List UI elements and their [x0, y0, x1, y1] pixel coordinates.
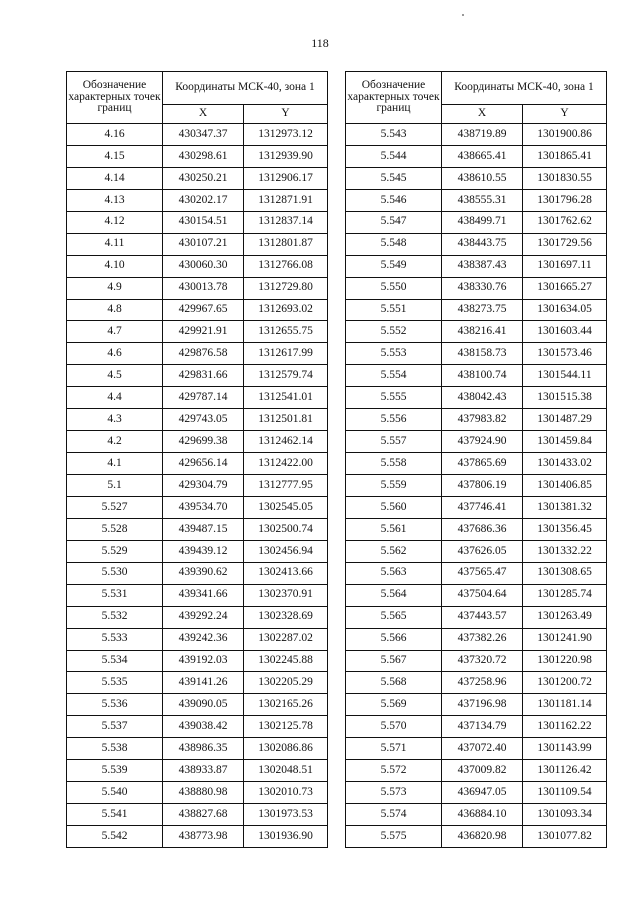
y-coordinate-cell: 1302456.94: [244, 540, 328, 562]
y-coordinate-cell: 1302328.69: [244, 606, 328, 628]
y-coordinate-cell: 1312939.90: [244, 145, 328, 167]
x-coordinate-cell: 437009.82: [442, 760, 523, 782]
x-coordinate-cell: 436884.10: [442, 804, 523, 826]
y-coordinate-cell: 1301332.22: [523, 540, 607, 562]
table-row: [346, 475, 607, 497]
table-row: [67, 167, 328, 189]
point-id-cell: 5.529: [67, 540, 163, 562]
y-coordinate-cell: 1312766.08: [244, 255, 328, 277]
point-id-cell: 4.15: [67, 145, 163, 167]
table-row: [67, 738, 328, 760]
x-coordinate-cell: 429967.65: [163, 299, 244, 321]
table-row: [67, 584, 328, 606]
page-number: 118: [311, 36, 329, 50]
point-id-cell: 5.543: [346, 124, 442, 146]
table-row: [67, 189, 328, 211]
table-row: [346, 277, 607, 299]
y-coordinate-cell: 1301865.41: [523, 145, 607, 167]
table-row: [67, 716, 328, 738]
x-coordinate-cell: 429699.38: [163, 431, 244, 453]
x-coordinate-cell: 438880.98: [163, 782, 244, 804]
point-id-cell: 4.14: [67, 167, 163, 189]
point-id-cell: 5.549: [346, 255, 442, 277]
x-coordinate-cell: 438387.43: [442, 255, 523, 277]
header-y: Y: [244, 105, 328, 124]
y-coordinate-cell: 1301603.44: [523, 321, 607, 343]
point-id-cell: 4.2: [67, 431, 163, 453]
x-coordinate-cell: 439242.36: [163, 628, 244, 650]
x-coordinate-cell: 439439.12: [163, 540, 244, 562]
point-id-cell: 4.8: [67, 299, 163, 321]
table-row: [346, 409, 607, 431]
point-id-cell: 4.7: [67, 321, 163, 343]
coordinates-table-left: [66, 71, 328, 848]
table-body-right: [346, 124, 607, 848]
x-coordinate-cell: 438555.31: [442, 189, 523, 211]
point-id-cell: 5.551: [346, 299, 442, 321]
point-id-cell: 5.564: [346, 584, 442, 606]
table-row: [346, 167, 607, 189]
table-row: [346, 343, 607, 365]
point-id-cell: 5.534: [67, 650, 163, 672]
x-coordinate-cell: 438273.75: [442, 299, 523, 321]
x-coordinate-cell: 438610.55: [442, 167, 523, 189]
point-id-cell: 4.1: [67, 453, 163, 475]
point-id-cell: 5.550: [346, 277, 442, 299]
y-coordinate-cell: 1312906.17: [244, 167, 328, 189]
x-coordinate-cell: 437258.96: [442, 672, 523, 694]
header-point-designation: Обозначение характерных точек границ: [346, 72, 442, 124]
y-coordinate-cell: 1301200.72: [523, 672, 607, 694]
point-id-cell: 4.4: [67, 387, 163, 409]
y-coordinate-cell: 1312655.75: [244, 321, 328, 343]
y-coordinate-cell: 1301162.22: [523, 716, 607, 738]
table-row: [346, 453, 607, 475]
table-row: [67, 826, 328, 848]
y-coordinate-cell: 1312462.14: [244, 431, 328, 453]
y-coordinate-cell: 1301573.46: [523, 343, 607, 365]
table-row: [67, 562, 328, 584]
point-id-cell: 4.11: [67, 233, 163, 255]
x-coordinate-cell: 437504.64: [442, 584, 523, 606]
x-coordinate-cell: 429787.14: [163, 387, 244, 409]
x-coordinate-cell: 430202.17: [163, 189, 244, 211]
point-id-cell: 5.535: [67, 672, 163, 694]
point-id-cell: 4.5: [67, 365, 163, 387]
table-row: [67, 453, 328, 475]
point-id-cell: 5.548: [346, 233, 442, 255]
y-coordinate-cell: 1312973.12: [244, 124, 328, 146]
table-row: [346, 518, 607, 540]
table-row: [67, 650, 328, 672]
point-id-cell: 5.555: [346, 387, 442, 409]
table-row: [346, 255, 607, 277]
x-coordinate-cell: 437983.82: [442, 409, 523, 431]
x-coordinate-cell: 438665.41: [442, 145, 523, 167]
x-coordinate-cell: 437686.36: [442, 518, 523, 540]
x-coordinate-cell: 439292.24: [163, 606, 244, 628]
x-coordinate-cell: 439487.15: [163, 518, 244, 540]
table-row: [67, 343, 328, 365]
table-row: [67, 409, 328, 431]
y-coordinate-cell: 1312801.87: [244, 233, 328, 255]
x-coordinate-cell: 430347.37: [163, 124, 244, 146]
x-coordinate-cell: 430154.51: [163, 211, 244, 233]
point-id-cell: 5.558: [346, 453, 442, 475]
point-id-cell: 5.527: [67, 496, 163, 518]
y-coordinate-cell: 1301900.86: [523, 124, 607, 146]
point-id-cell: 5.566: [346, 628, 442, 650]
point-id-cell: 4.13: [67, 189, 163, 211]
x-coordinate-cell: 437865.69: [442, 453, 523, 475]
x-coordinate-cell: 437072.40: [442, 738, 523, 760]
x-coordinate-cell: 438499.71: [442, 211, 523, 233]
x-coordinate-cell: 429304.79: [163, 475, 244, 497]
point-id-cell: 5.552: [346, 321, 442, 343]
table-row: [346, 321, 607, 343]
point-id-cell: 5.570: [346, 716, 442, 738]
y-coordinate-cell: 1312617.99: [244, 343, 328, 365]
header-point-designation: Обозначение характерных точек границ: [67, 72, 163, 124]
y-coordinate-cell: 1302125.78: [244, 716, 328, 738]
point-id-cell: 5.567: [346, 650, 442, 672]
y-coordinate-cell: 1301077.82: [523, 826, 607, 848]
y-coordinate-cell: 1302413.66: [244, 562, 328, 584]
x-coordinate-cell: 438827.68: [163, 804, 244, 826]
y-coordinate-cell: 1302370.91: [244, 584, 328, 606]
y-coordinate-cell: 1301181.14: [523, 694, 607, 716]
table-row: [67, 694, 328, 716]
x-coordinate-cell: 437382.26: [442, 628, 523, 650]
table-row: [67, 540, 328, 562]
x-coordinate-cell: 429656.14: [163, 453, 244, 475]
point-id-cell: 5.571: [346, 738, 442, 760]
point-id-cell: 5.546: [346, 189, 442, 211]
header-coordinates: Координаты МСК-40, зона 1: [442, 72, 607, 105]
x-coordinate-cell: 437565.47: [442, 562, 523, 584]
table-row: [346, 782, 607, 804]
x-coordinate-cell: 430013.78: [163, 277, 244, 299]
point-id-cell: 5.562: [346, 540, 442, 562]
table-row: [67, 255, 328, 277]
header-x: X: [442, 105, 523, 124]
x-coordinate-cell: 430250.21: [163, 167, 244, 189]
y-coordinate-cell: 1312693.02: [244, 299, 328, 321]
point-id-cell: 4.9: [67, 277, 163, 299]
y-coordinate-cell: 1301220.98: [523, 650, 607, 672]
table-row: [346, 760, 607, 782]
y-coordinate-cell: 1301729.56: [523, 233, 607, 255]
table-row: [67, 365, 328, 387]
table-row: [346, 584, 607, 606]
y-coordinate-cell: 1301544.11: [523, 365, 607, 387]
table-row: [67, 321, 328, 343]
point-id-cell: 5.542: [67, 826, 163, 848]
point-id-cell: 5.573: [346, 782, 442, 804]
x-coordinate-cell: 438100.74: [442, 365, 523, 387]
y-coordinate-cell: 1302086.86: [244, 738, 328, 760]
y-coordinate-cell: 1301634.05: [523, 299, 607, 321]
point-id-cell: 5.537: [67, 716, 163, 738]
x-coordinate-cell: 437196.98: [442, 694, 523, 716]
header-x: X: [163, 105, 244, 124]
point-id-cell: 5.539: [67, 760, 163, 782]
y-coordinate-cell: 1312579.74: [244, 365, 328, 387]
y-coordinate-cell: 1301796.28: [523, 189, 607, 211]
x-coordinate-cell: 429743.05: [163, 409, 244, 431]
point-id-cell: 5.533: [67, 628, 163, 650]
table-body-left: [67, 124, 328, 848]
y-coordinate-cell: 1302245.88: [244, 650, 328, 672]
table-row: [67, 211, 328, 233]
table-row: [67, 431, 328, 453]
point-id-cell: 5.540: [67, 782, 163, 804]
x-coordinate-cell: 430060.30: [163, 255, 244, 277]
y-coordinate-cell: 1301093.34: [523, 804, 607, 826]
y-coordinate-cell: 1302500.74: [244, 518, 328, 540]
y-coordinate-cell: 1312871.91: [244, 189, 328, 211]
table-row: [346, 804, 607, 826]
y-coordinate-cell: 1302010.73: [244, 782, 328, 804]
y-coordinate-cell: 1301143.99: [523, 738, 607, 760]
point-id-cell: 5.561: [346, 518, 442, 540]
point-id-cell: 5.575: [346, 826, 442, 848]
table-row: [346, 694, 607, 716]
table-row: [346, 606, 607, 628]
x-coordinate-cell: 438330.76: [442, 277, 523, 299]
point-id-cell: 4.6: [67, 343, 163, 365]
point-id-cell: 4.12: [67, 211, 163, 233]
table-row: [67, 475, 328, 497]
y-coordinate-cell: 1301356.45: [523, 518, 607, 540]
y-coordinate-cell: 1302287.02: [244, 628, 328, 650]
point-id-cell: 5.557: [346, 431, 442, 453]
x-coordinate-cell: 438042.43: [442, 387, 523, 409]
point-id-cell: 5.532: [67, 606, 163, 628]
x-coordinate-cell: 439341.66: [163, 584, 244, 606]
y-coordinate-cell: 1301665.27: [523, 277, 607, 299]
table-row: [346, 562, 607, 584]
point-id-cell: 5.563: [346, 562, 442, 584]
table-row: [346, 716, 607, 738]
table-row: [67, 277, 328, 299]
x-coordinate-cell: 438773.98: [163, 826, 244, 848]
x-coordinate-cell: 439534.70: [163, 496, 244, 518]
x-coordinate-cell: 437806.19: [442, 475, 523, 497]
x-coordinate-cell: 429921.91: [163, 321, 244, 343]
header-y: Y: [523, 105, 607, 124]
y-coordinate-cell: 1301487.29: [523, 409, 607, 431]
point-id-cell: 4.16: [67, 124, 163, 146]
table-row: [346, 496, 607, 518]
y-coordinate-cell: 1301697.11: [523, 255, 607, 277]
table-row: [346, 672, 607, 694]
y-coordinate-cell: 1312729.80: [244, 277, 328, 299]
point-id-cell: 4.10: [67, 255, 163, 277]
table-row: [346, 145, 607, 167]
x-coordinate-cell: 430298.61: [163, 145, 244, 167]
y-coordinate-cell: 1312541.01: [244, 387, 328, 409]
y-coordinate-cell: 1312777.95: [244, 475, 328, 497]
table-row: [346, 431, 607, 453]
point-id-cell: 5.547: [346, 211, 442, 233]
x-coordinate-cell: 437320.72: [442, 650, 523, 672]
point-id-cell: 5.554: [346, 365, 442, 387]
x-coordinate-cell: 429876.58: [163, 343, 244, 365]
point-id-cell: 5.530: [67, 562, 163, 584]
table-row: [67, 299, 328, 321]
y-coordinate-cell: 1301762.62: [523, 211, 607, 233]
y-coordinate-cell: 1301936.90: [244, 826, 328, 848]
x-coordinate-cell: 437746.41: [442, 496, 523, 518]
table-row: [67, 606, 328, 628]
x-coordinate-cell: 438933.87: [163, 760, 244, 782]
point-id-cell: 5.568: [346, 672, 442, 694]
x-coordinate-cell: 436820.98: [442, 826, 523, 848]
x-coordinate-cell: 437626.05: [442, 540, 523, 562]
table-row: [346, 211, 607, 233]
x-coordinate-cell: 439141.26: [163, 672, 244, 694]
point-id-cell: 5.556: [346, 409, 442, 431]
table-row: [346, 365, 607, 387]
table-row: [67, 804, 328, 826]
x-coordinate-cell: 439192.03: [163, 650, 244, 672]
table-row: [67, 145, 328, 167]
x-coordinate-cell: 437924.90: [442, 431, 523, 453]
table-row: [346, 738, 607, 760]
point-id-cell: 5.538: [67, 738, 163, 760]
y-coordinate-cell: 1301126.42: [523, 760, 607, 782]
point-id-cell: 5.544: [346, 145, 442, 167]
y-coordinate-cell: 1301973.53: [244, 804, 328, 826]
point-id-cell: 5.531: [67, 584, 163, 606]
y-coordinate-cell: 1312422.00: [244, 453, 328, 475]
table-row: [346, 189, 607, 211]
table-row: [67, 672, 328, 694]
coordinates-table-right: [345, 71, 607, 848]
point-id-cell: 5.559: [346, 475, 442, 497]
point-id-cell: 4.3: [67, 409, 163, 431]
table-row: [346, 540, 607, 562]
table-row: [67, 496, 328, 518]
table-row: [67, 387, 328, 409]
point-id-cell: 5.528: [67, 518, 163, 540]
table-row: [67, 628, 328, 650]
y-coordinate-cell: 1301381.32: [523, 496, 607, 518]
header-coordinates: Координаты МСК-40, зона 1: [163, 72, 328, 105]
y-coordinate-cell: 1302545.05: [244, 496, 328, 518]
table-row: [346, 826, 607, 848]
table-row: [67, 124, 328, 146]
table-row: [346, 233, 607, 255]
point-id-cell: 5.560: [346, 496, 442, 518]
x-coordinate-cell: 438986.35: [163, 738, 244, 760]
y-coordinate-cell: 1312501.81: [244, 409, 328, 431]
y-coordinate-cell: 1301830.55: [523, 167, 607, 189]
scan-artifact: [462, 14, 464, 16]
y-coordinate-cell: 1301433.02: [523, 453, 607, 475]
table-row: [346, 650, 607, 672]
y-coordinate-cell: 1302205.29: [244, 672, 328, 694]
point-id-cell: 5.541: [67, 804, 163, 826]
table-row: [346, 628, 607, 650]
table-row: [346, 299, 607, 321]
x-coordinate-cell: 439038.42: [163, 716, 244, 738]
y-coordinate-cell: 1301459.84: [523, 431, 607, 453]
point-id-cell: 5.572: [346, 760, 442, 782]
y-coordinate-cell: 1301406.85: [523, 475, 607, 497]
table-row: [346, 124, 607, 146]
y-coordinate-cell: 1301515.38: [523, 387, 607, 409]
table-row: [67, 518, 328, 540]
table-row: [67, 782, 328, 804]
x-coordinate-cell: 437443.57: [442, 606, 523, 628]
y-coordinate-cell: 1302048.51: [244, 760, 328, 782]
y-coordinate-cell: 1301241.90: [523, 628, 607, 650]
table-row: [67, 233, 328, 255]
point-id-cell: 5.565: [346, 606, 442, 628]
table-row: [346, 387, 607, 409]
point-id-cell: 5.569: [346, 694, 442, 716]
x-coordinate-cell: 438719.89: [442, 124, 523, 146]
x-coordinate-cell: 439390.62: [163, 562, 244, 584]
x-coordinate-cell: 430107.21: [163, 233, 244, 255]
x-coordinate-cell: 439090.05: [163, 694, 244, 716]
x-coordinate-cell: 436947.05: [442, 782, 523, 804]
point-id-cell: 5.553: [346, 343, 442, 365]
y-coordinate-cell: 1301109.54: [523, 782, 607, 804]
table-row: [67, 760, 328, 782]
point-id-cell: 5.536: [67, 694, 163, 716]
y-coordinate-cell: 1312837.14: [244, 211, 328, 233]
x-coordinate-cell: 437134.79: [442, 716, 523, 738]
y-coordinate-cell: 1301308.65: [523, 562, 607, 584]
point-id-cell: 5.545: [346, 167, 442, 189]
x-coordinate-cell: 438216.41: [442, 321, 523, 343]
point-id-cell: 5.574: [346, 804, 442, 826]
y-coordinate-cell: 1301263.49: [523, 606, 607, 628]
y-coordinate-cell: 1302165.26: [244, 694, 328, 716]
x-coordinate-cell: 438158.73: [442, 343, 523, 365]
y-coordinate-cell: 1301285.74: [523, 584, 607, 606]
x-coordinate-cell: 429831.66: [163, 365, 244, 387]
x-coordinate-cell: 438443.75: [442, 233, 523, 255]
point-id-cell: 5.1: [67, 475, 163, 497]
